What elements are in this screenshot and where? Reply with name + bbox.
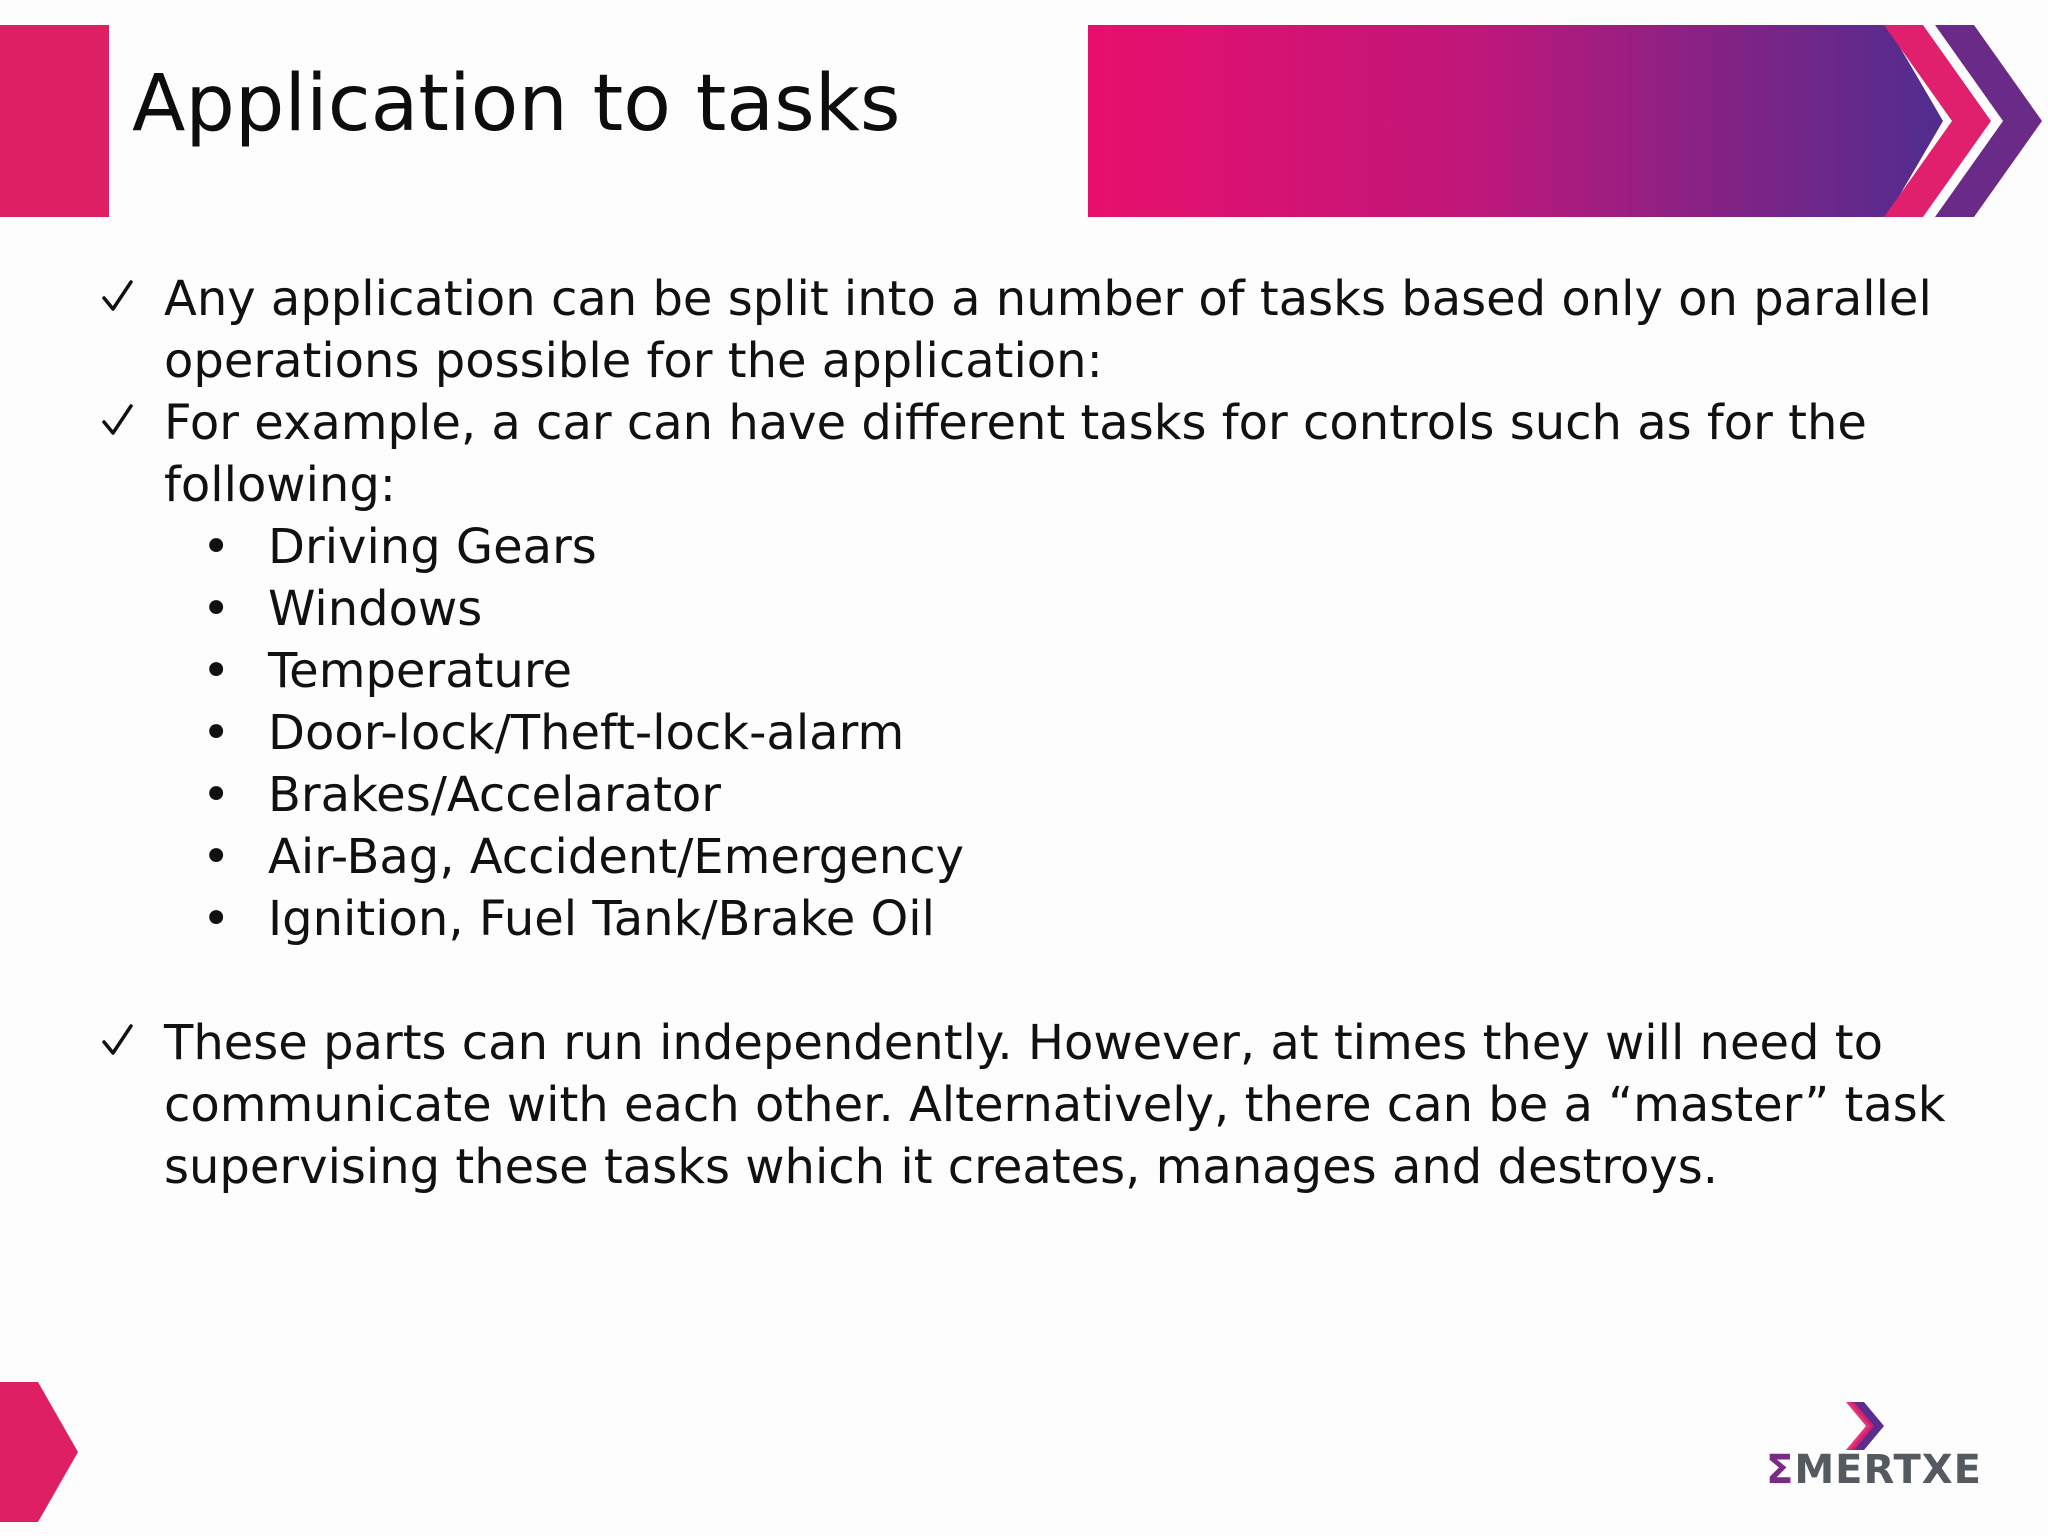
checkmark-icon [100,392,136,454]
checkmark-icon [100,268,136,330]
list-item-label: Driving Gears [268,519,597,575]
list-item [202,516,1960,578]
list-item [202,888,1960,950]
bullet-icon: • [202,891,231,947]
list-item-label: Windows [268,581,483,637]
point-text: Any application can be split into a number of tasks based only on parallel operations possible for the application: [164,271,1932,389]
logo-text: MERTXE [1794,1447,1982,1493]
list-item [202,826,1960,888]
slide-body [100,268,1960,1198]
slide-title: Application to tasks [132,59,901,149]
point-item [100,268,1960,392]
header-banner [1088,25,2048,217]
list-item-label: Door-lock/Theft-lock-alarm [268,705,905,761]
car-task-list [100,516,1960,950]
bullet-icon: • [202,767,231,823]
logo-sigma: Σ [1766,1447,1795,1493]
list-item [202,578,1960,640]
list-item [202,702,1960,764]
bullet-icon: • [202,519,231,575]
logo-wordmark [1766,1448,1982,1492]
list-item-label: Air-Bag, Accident/Emergency [268,829,965,885]
company-logo [1766,1400,1982,1493]
point-text: These parts can run independently. However, at times they will need to communicate with each other. Alternatively, there can be a “master” task supervising these tasks which it creates, manages and destroys. [164,1015,1946,1195]
list-item [202,640,1960,702]
list-item-label: Ignition, Fuel Tank/Brake Oil [268,891,935,947]
bullet-icon: • [202,581,231,637]
bullet-icon: • [202,643,231,699]
logo-chevron-icon [1846,1400,1902,1452]
list-spacer [100,950,1960,1012]
list-item-label: Temperature [268,643,573,699]
arrow-tab-icon [0,1382,80,1522]
bullet-icon: • [202,829,231,885]
title-accent-bar [0,25,109,217]
list-item [202,764,1960,826]
list-item-label: Brakes/Accelarator [268,767,721,823]
bullet-icon: • [202,705,231,761]
point-text: For example, a car can have different tasks for controls such as for the following: [164,395,1867,513]
point-item [100,1012,1960,1198]
point-item [100,392,1960,516]
checkmark-icon [100,1012,136,1074]
